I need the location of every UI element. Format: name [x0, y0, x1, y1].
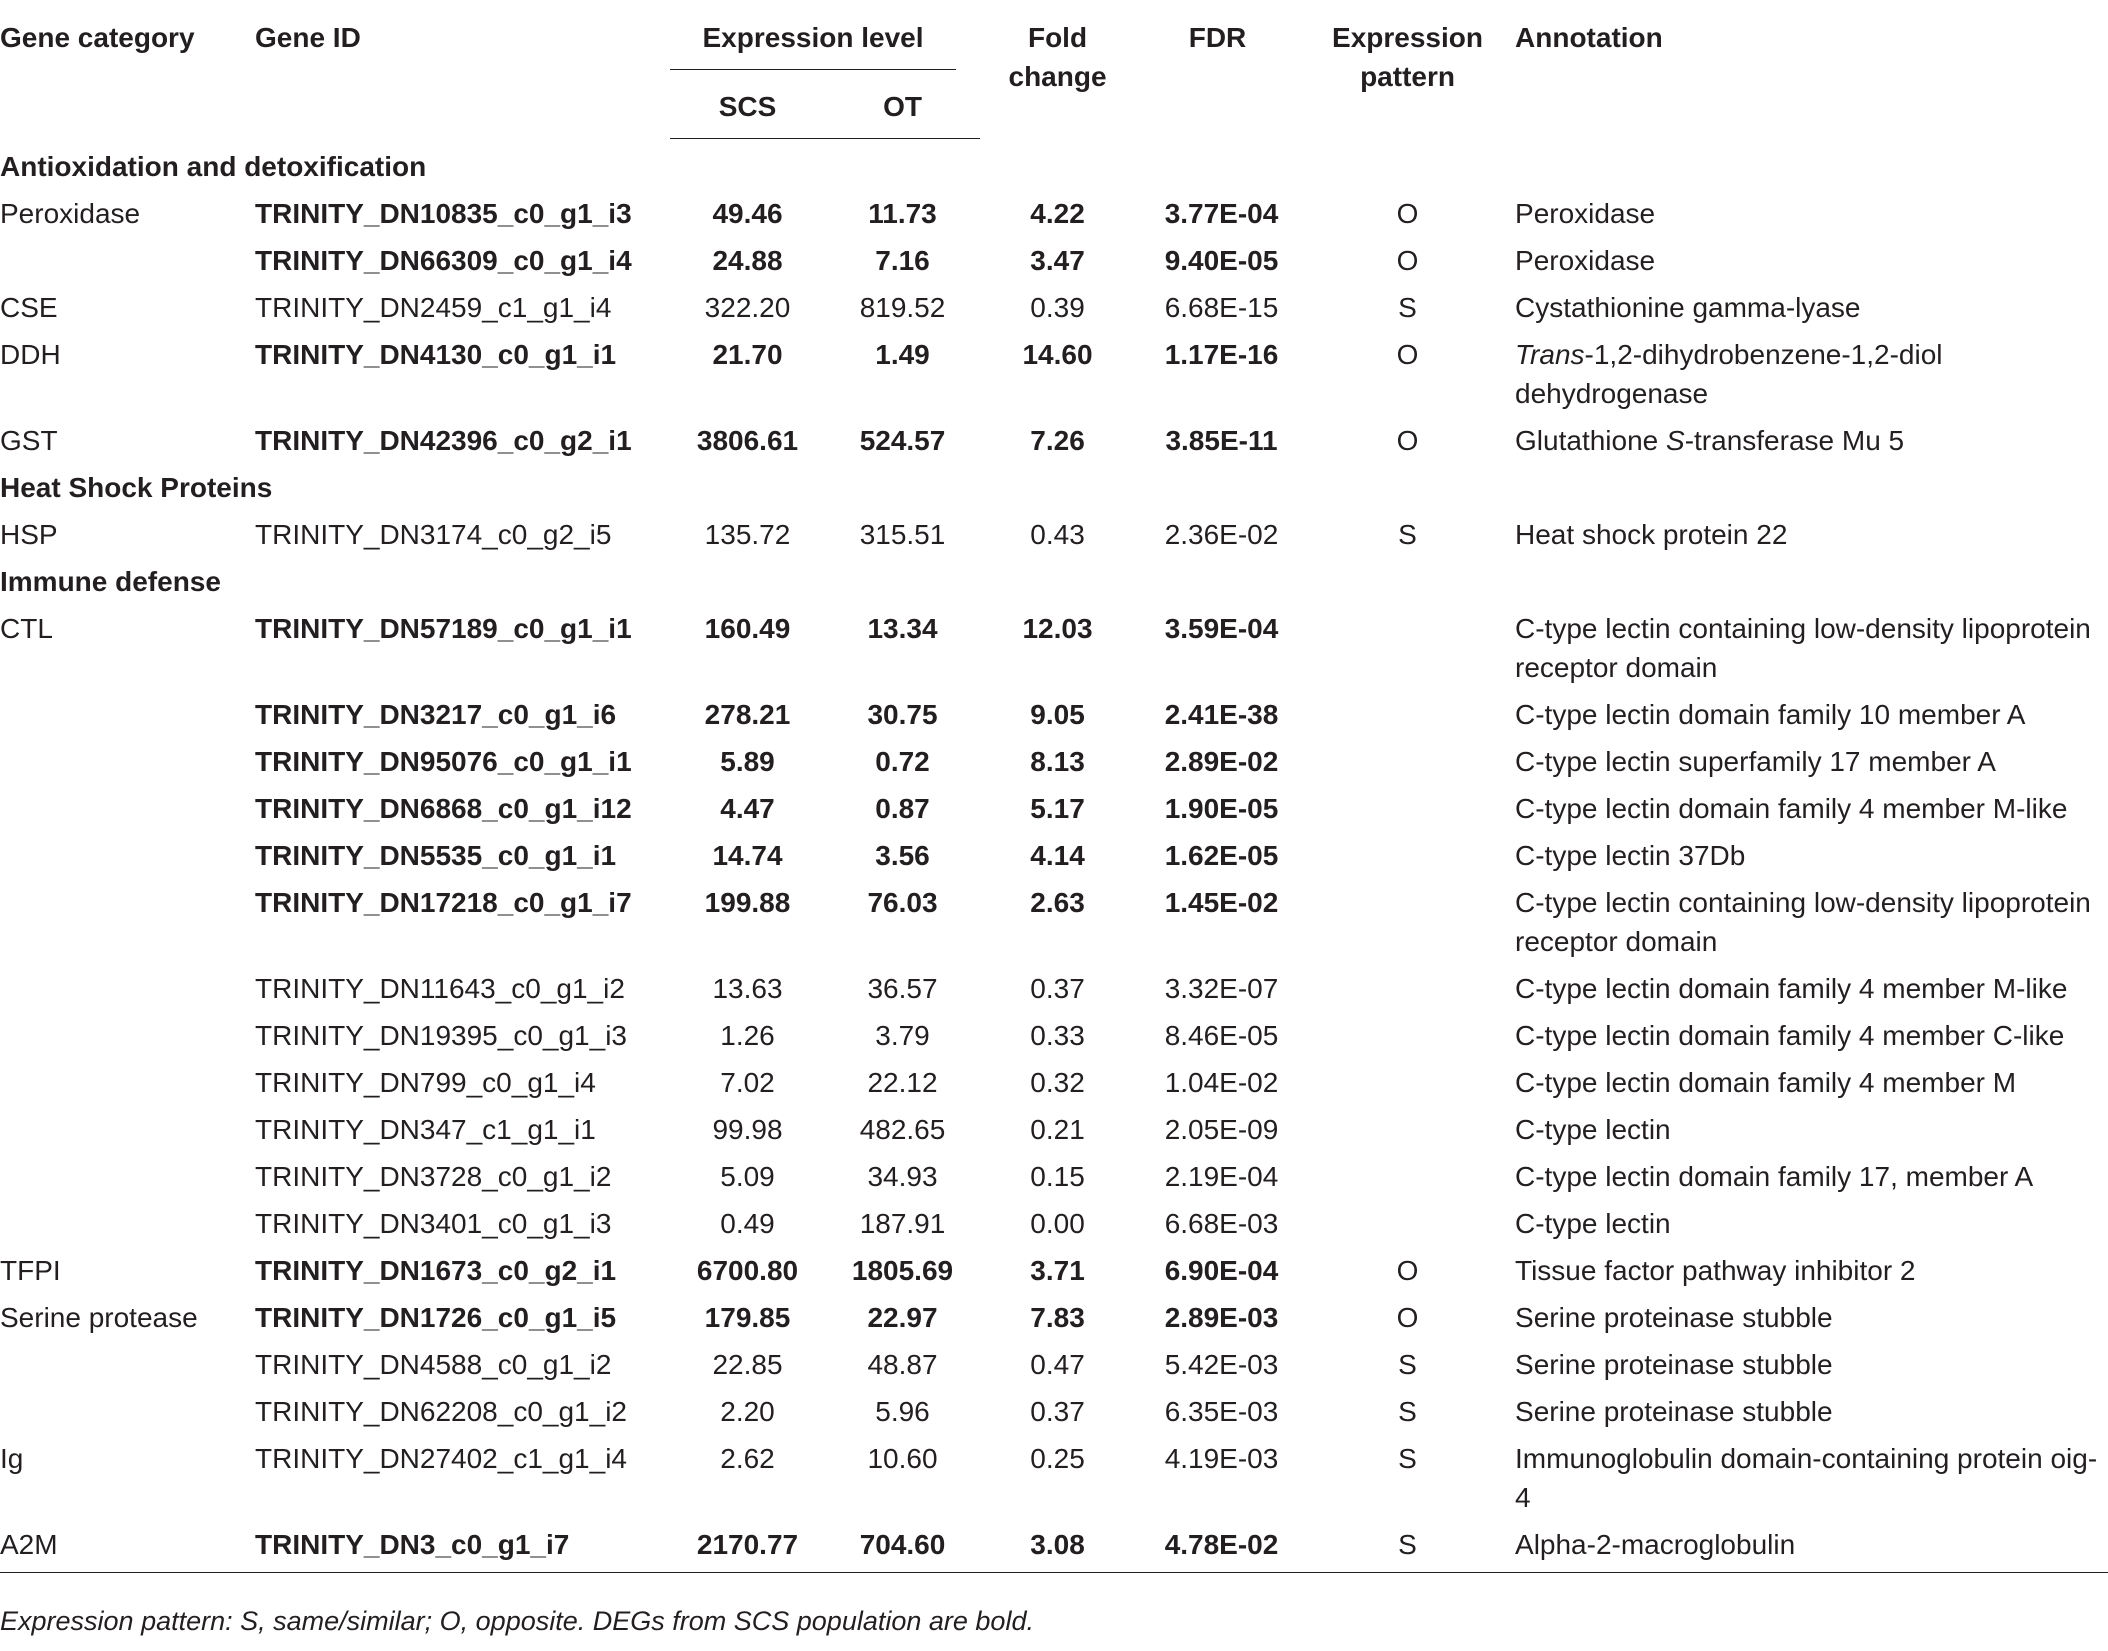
table-row [0, 1517, 2108, 1573]
section-label: Immune defense [0, 566, 221, 597]
cell-category [0, 1102, 255, 1149]
table-row [0, 1431, 2108, 1517]
cell-annotation: Trans-1,2-dihydrobenzene-1,2-diol dehydrogenase [1515, 339, 1943, 409]
cell-fold-change: 7.26 [1030, 425, 1085, 456]
cell-ot: 76.03 [867, 887, 938, 918]
cell-annotation: Heat shock protein 22 [1515, 519, 1788, 550]
cell-ot: 482.65 [859, 1114, 946, 1145]
cell-ot: 187.91 [859, 1208, 946, 1239]
table-row [0, 828, 2108, 875]
cell-expression-pattern: S [1398, 1396, 1417, 1427]
cell-expression-pattern [1300, 875, 1515, 961]
cell-fdr: 3.85E-11 [1165, 425, 1278, 456]
cell-ot: 7.16 [875, 245, 930, 276]
cell-fold-change: 8.13 [1030, 746, 1085, 777]
cell-fdr: 9.40E-05 [1164, 245, 1279, 276]
cell-gene-id: TRINITY_DN27402_c1_g1_i4 [255, 1443, 627, 1474]
cell-fold-change: 12.03 [1022, 613, 1093, 644]
table-row [0, 1384, 2108, 1431]
cell-fold-change: 0.33 [1030, 1020, 1085, 1051]
cell-annotation: C-type lectin domain family 4 member M [1515, 1067, 2017, 1098]
section-row [0, 554, 2108, 601]
cell-fold-change: 0.37 [1030, 1396, 1085, 1427]
cell-scs: 1.26 [720, 1020, 775, 1051]
cell-gene-id: TRINITY_DN3401_c0_g1_i3 [255, 1208, 612, 1239]
cell-category: CTL [0, 613, 53, 644]
cell-gene-id: TRINITY_DN62208_c0_g1_i2 [255, 1396, 627, 1427]
cell-ot: 524.57 [859, 425, 946, 456]
table-row [0, 1290, 2108, 1337]
cell-scs: 4.47 [720, 793, 775, 824]
cell-fdr: 1.17E-16 [1164, 339, 1279, 370]
table-row [0, 687, 2108, 734]
cell-ot: 22.12 [867, 1067, 938, 1098]
table-row [0, 601, 2108, 687]
cell-fold-change: 0.43 [1030, 519, 1085, 550]
cell-category [0, 1337, 255, 1384]
cell-scs: 199.88 [704, 887, 791, 918]
header-expression-level: Expression level [670, 0, 980, 77]
cell-annotation: Immunoglobulin domain-containing protein oig-4 [1515, 1443, 2098, 1513]
cell-expression-pattern: O [1396, 1255, 1419, 1286]
cell-gene-id: TRINITY_DN3_c0_g1_i7 [255, 1517, 670, 1573]
cell-fdr: 3.32E-07 [1164, 973, 1279, 1004]
cell-expression-pattern [1300, 1149, 1515, 1196]
cell-fold-change: 0.00 [1030, 1208, 1085, 1239]
cell-annotation: Tissue factor pathway inhibitor 2 [1515, 1255, 1916, 1286]
cell-scs: 135.72 [704, 519, 791, 550]
cell-fdr: 1.62E-05 [1164, 840, 1279, 871]
table-row [0, 233, 2108, 280]
cell-gene-id: TRINITY_DN4588_c0_g1_i2 [255, 1349, 612, 1380]
cell-ot: 10.60 [867, 1443, 938, 1474]
cell-ot: 1.49 [875, 339, 930, 370]
cell-expression-pattern [1300, 1008, 1515, 1055]
cell-gene-id: TRINITY_DN11643_c0_g1_i2 [255, 973, 625, 1004]
cell-fdr: 1.04E-02 [1164, 1067, 1279, 1098]
cell-gene-id: TRINITY_DN799_c0_g1_i4 [255, 1067, 596, 1098]
table-row [0, 507, 2108, 554]
cell-expression-pattern: O [1396, 339, 1419, 370]
section-row [0, 460, 2108, 507]
cell-ot: 48.87 [867, 1349, 938, 1380]
cell-ot: 13.34 [867, 613, 938, 644]
cell-category [0, 875, 255, 961]
table-row [0, 280, 2108, 327]
cell-fold-change: 9.05 [1030, 699, 1085, 730]
cell-fdr: 1.90E-05 [1164, 793, 1279, 824]
table-footnote: Expression pattern: S, same/similar; O, opposite. DEGs from SCS population are bold. [0, 1606, 1034, 1636]
cell-expression-pattern: O [1396, 198, 1419, 229]
cell-fdr: 4.78E-02 [1135, 1517, 1300, 1573]
cell-scs: 22.85 [712, 1349, 783, 1380]
cell-ot: 34.93 [867, 1161, 938, 1192]
cell-expression-pattern [1300, 781, 1515, 828]
cell-scs: 0.49 [720, 1208, 775, 1239]
cell-fdr: 3.77E-04 [1164, 198, 1279, 229]
table-row [0, 961, 2108, 1008]
header-fold-change: Fold change [1008, 22, 1107, 92]
cell-fold-change: 7.83 [1030, 1302, 1085, 1333]
table-row [0, 1337, 2108, 1384]
section-row [0, 139, 2108, 187]
cell-expression-pattern: S [1398, 519, 1417, 550]
cell-annotation: C-type lectin domain family 4 member M-like [1515, 793, 2068, 824]
cell-ot: 11.73 [868, 198, 937, 229]
cell-category: HSP [0, 519, 58, 550]
cell-ot: 5.96 [875, 1396, 930, 1427]
cell-fold-change: 0.32 [1030, 1067, 1085, 1098]
cell-category [0, 1055, 255, 1102]
cell-annotation: Glutathione S-transferase Mu 5 [1515, 425, 1905, 456]
cell-category [0, 961, 255, 1008]
cell-category: A2M [0, 1517, 255, 1573]
cell-fold-change: 0.39 [1030, 292, 1085, 323]
cell-fold-change: 3.08 [980, 1517, 1135, 1573]
cell-gene-id: TRINITY_DN5535_c0_g1_i1 [255, 840, 617, 871]
cell-gene-id: TRINITY_DN3174_c0_g2_i5 [255, 519, 612, 550]
cell-annotation: C-type lectin [1515, 1114, 1671, 1145]
cell-annotation: C-type lectin containing low-density lipoprotein receptor domain [1515, 887, 2091, 957]
cell-category [0, 1384, 255, 1431]
cell-category [0, 781, 255, 828]
cell-gene-id: TRINITY_DN4130_c0_g1_i1 [255, 339, 617, 370]
cell-annotation: C-type lectin [1515, 1208, 1671, 1239]
header-gene-category: Gene category [0, 22, 195, 53]
cell-expression-pattern [1300, 1102, 1515, 1149]
cell-scs: 21.70 [712, 339, 783, 370]
cell-scs: 2.62 [720, 1443, 775, 1474]
table-row [0, 781, 2108, 828]
header-fdr: FDR [1188, 22, 1247, 53]
cell-gene-id: TRINITY_DN3217_c0_g1_i6 [255, 699, 617, 730]
cell-annotation: C-type lectin domain family 10 member A [1515, 699, 2026, 730]
cell-annotation: C-type lectin containing low-density lipoprotein receptor domain [1515, 613, 2091, 683]
cell-fdr: 2.41E-38 [1164, 699, 1279, 730]
cell-scs: 160.49 [704, 613, 791, 644]
cell-ot: 315.51 [859, 519, 946, 550]
cell-annotation: Serine proteinase stubble [1515, 1396, 1833, 1427]
header-gene-id: Gene ID [255, 22, 361, 53]
cell-fold-change: 14.60 [1022, 339, 1093, 370]
table-body [0, 139, 2108, 1573]
cell-annotation: Cystathionine gamma-lyase [1515, 292, 1861, 323]
cell-scs: 2170.77 [670, 1517, 825, 1573]
cell-scs: 24.88 [712, 245, 783, 276]
cell-category: Peroxidase [0, 198, 141, 229]
cell-fdr: 8.46E-05 [1164, 1020, 1279, 1051]
cell-gene-id: TRINITY_DN66309_c0_g1_i4 [255, 245, 632, 276]
header-annotation: Annotation [1515, 22, 1663, 53]
table-row [0, 1149, 2108, 1196]
cell-expression-pattern [1300, 961, 1515, 1008]
cell-fold-change: 3.47 [1030, 245, 1085, 276]
cell-fdr: 6.90E-04 [1164, 1255, 1279, 1286]
cell-gene-id: TRINITY_DN17218_c0_g1_i7 [255, 887, 632, 918]
cell-expression-pattern [1300, 601, 1515, 687]
cell-ot: 36.57 [867, 973, 938, 1004]
cell-fold-change: 5.17 [1030, 793, 1085, 824]
cell-expression-pattern [1300, 687, 1515, 734]
cell-scs: 49.46 [712, 198, 783, 229]
cell-annotation: Serine proteinase stubble [1515, 1349, 1833, 1380]
table-row [0, 875, 2108, 961]
cell-fdr: 2.19E-04 [1164, 1161, 1279, 1192]
cell-ot: 22.97 [867, 1302, 938, 1333]
cell-category: CSE [0, 292, 58, 323]
table-row [0, 1196, 2108, 1243]
table-row [0, 186, 2108, 233]
cell-fdr: 3.59E-04 [1164, 613, 1279, 644]
cell-fdr: 6.68E-15 [1164, 292, 1279, 323]
cell-fdr: 5.42E-03 [1164, 1349, 1279, 1380]
cell-scs: 278.21 [704, 699, 791, 730]
cell-gene-id: TRINITY_DN347_c1_g1_i1 [255, 1114, 596, 1145]
cell-scs: 3806.61 [696, 425, 799, 456]
cell-category [0, 1149, 255, 1196]
section-label: Heat Shock Proteins [0, 472, 273, 503]
cell-ot: 704.60 [825, 1517, 980, 1573]
cell-ot: 0.87 [875, 793, 930, 824]
cell-fdr: 2.05E-09 [1164, 1114, 1279, 1145]
cell-ot: 1805.69 [851, 1255, 954, 1286]
cell-fdr: 2.89E-03 [1164, 1302, 1279, 1333]
cell-ot: 3.79 [875, 1020, 930, 1051]
cell-category: TFPI [0, 1255, 61, 1286]
cell-expression-pattern [1300, 1196, 1515, 1243]
cell-gene-id: TRINITY_DN10835_c0_g1_i3 [255, 198, 632, 229]
cell-gene-id: TRINITY_DN1673_c0_g2_i1 [255, 1255, 617, 1286]
cell-expression-pattern [1300, 828, 1515, 875]
cell-scs: 179.85 [704, 1302, 791, 1333]
cell-category: Ig [0, 1443, 24, 1474]
header-expression-pattern: Expression pattern [1332, 22, 1483, 92]
cell-gene-id: TRINITY_DN6868_c0_g1_i12 [255, 793, 632, 824]
cell-fdr: 2.89E-02 [1164, 746, 1279, 777]
annotation-italic: S [1666, 425, 1685, 456]
cell-gene-id: TRINITY_DN2459_c1_g1_i4 [255, 292, 612, 323]
cell-fold-change: 4.22 [1030, 198, 1085, 229]
annotation-italic: Trans [1515, 339, 1585, 370]
cell-fdr: 1.45E-02 [1164, 887, 1279, 918]
cell-fdr: 6.35E-03 [1164, 1396, 1279, 1427]
cell-fold-change: 0.47 [1030, 1349, 1085, 1380]
cell-gene-id: TRINITY_DN19395_c0_g1_i3 [255, 1020, 627, 1051]
cell-fold-change: 0.37 [1030, 973, 1085, 1004]
cell-expression-pattern: S [1398, 1349, 1417, 1380]
table-row [0, 1243, 2108, 1290]
cell-annotation: C-type lectin domain family 4 member M-like [1515, 973, 2068, 1004]
cell-fold-change: 2.63 [1030, 887, 1085, 918]
cell-expression-pattern [1300, 734, 1515, 781]
cell-scs: 322.20 [704, 292, 791, 323]
header-scs: SCS [670, 77, 825, 139]
cell-category: Serine protease [0, 1302, 198, 1333]
cell-scs: 6700.80 [696, 1255, 799, 1286]
table-row [0, 413, 2108, 460]
cell-expression-pattern: O [1396, 425, 1419, 456]
cell-category [0, 1008, 255, 1055]
cell-scs: 13.63 [712, 973, 783, 1004]
table-row [0, 1008, 2108, 1055]
cell-annotation: Alpha-2-macroglobulin [1515, 1517, 2108, 1573]
cell-fold-change: 4.14 [1030, 840, 1085, 871]
table-row [0, 734, 2108, 781]
cell-category: DDH [0, 339, 61, 370]
cell-annotation: Peroxidase [1515, 198, 1656, 229]
cell-fdr: 6.68E-03 [1164, 1208, 1279, 1239]
table-row [0, 327, 2108, 413]
cell-gene-id: TRINITY_DN95076_c0_g1_i1 [255, 746, 632, 777]
cell-ot: 819.52 [859, 292, 946, 323]
cell-gene-id: TRINITY_DN3728_c0_g1_i2 [255, 1161, 612, 1192]
cell-category [0, 1196, 255, 1243]
cell-fdr: 2.36E-02 [1164, 519, 1279, 550]
cell-gene-id: TRINITY_DN1726_c0_g1_i5 [255, 1302, 617, 1333]
cell-annotation: Peroxidase [1515, 245, 1656, 276]
cell-expression-pattern [1300, 1055, 1515, 1102]
table-row [0, 1055, 2108, 1102]
section-label: Antioxidation and detoxification [0, 151, 427, 182]
cell-annotation: C-type lectin domain family 4 member C-like [1515, 1020, 2065, 1051]
header-ot: OT [825, 77, 980, 139]
cell-annotation: C-type lectin 37Db [1515, 840, 1746, 871]
cell-fold-change: 0.21 [1030, 1114, 1085, 1145]
cell-expression-pattern: S [1398, 1443, 1417, 1474]
cell-annotation: C-type lectin superfamily 17 member A [1515, 746, 1996, 777]
cell-category: GST [0, 425, 58, 456]
cell-annotation: C-type lectin domain family 17, member A [1515, 1161, 2034, 1192]
cell-category [0, 687, 255, 734]
cell-expression-pattern: O [1396, 1302, 1419, 1333]
cell-fold-change: 0.25 [1030, 1443, 1085, 1474]
cell-category [0, 734, 255, 781]
cell-category [0, 828, 255, 875]
cell-category [0, 233, 255, 280]
cell-ot: 30.75 [867, 699, 938, 730]
cell-scs: 7.02 [720, 1067, 775, 1098]
cell-scs: 99.98 [712, 1114, 783, 1145]
cell-ot: 3.56 [875, 840, 930, 871]
cell-scs: 5.89 [720, 746, 775, 777]
cell-gene-id: TRINITY_DN57189_c0_g1_i1 [255, 613, 632, 644]
cell-expression-pattern: S [1398, 292, 1417, 323]
cell-scs: 14.74 [712, 840, 783, 871]
cell-ot: 0.72 [875, 746, 930, 777]
cell-fold-change: 0.15 [1030, 1161, 1085, 1192]
cell-fold-change: 3.71 [1030, 1255, 1085, 1286]
cell-scs: 5.09 [720, 1161, 775, 1192]
cell-scs: 2.20 [720, 1396, 775, 1427]
table-row [0, 1102, 2108, 1149]
cell-annotation: Serine proteinase stubble [1515, 1302, 1833, 1333]
cell-expression-pattern: O [1396, 245, 1419, 276]
cell-gene-id: TRINITY_DN42396_c0_g2_i1 [255, 425, 632, 456]
cell-expression-pattern: S [1300, 1517, 1515, 1573]
cell-fdr: 4.19E-03 [1164, 1443, 1279, 1474]
